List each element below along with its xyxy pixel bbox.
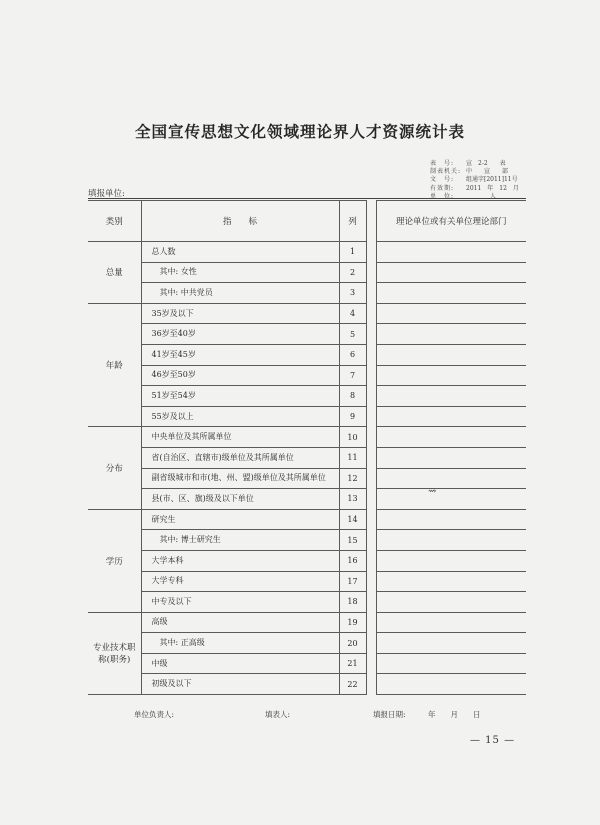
gap-cell (366, 386, 376, 407)
value-cell[interactable] (376, 303, 526, 324)
row-number-cell: 14 (339, 509, 366, 530)
value-cell[interactable] (376, 509, 526, 530)
table-row (88, 447, 526, 468)
gap-cell (366, 303, 376, 324)
top-rule (88, 198, 526, 199)
table-row (88, 386, 526, 407)
header-value: 理论单位或有关单位理论部门 (376, 201, 526, 242)
meta-row (430, 160, 519, 168)
indicator-cell: 副省级城市和市(地、州、盟)级单位及其所属单位 (141, 468, 339, 489)
gap-cell (366, 242, 376, 263)
row-number-cell: 12 (339, 468, 366, 489)
footer-principal: 单位负责人: (134, 710, 175, 719)
table-row (88, 653, 526, 674)
row-number-cell: 1 (339, 242, 366, 263)
indicator-cell: 36岁至40岁 (141, 324, 339, 345)
footer-date: 填报日期: 年 月 日 (373, 710, 481, 719)
gap-cell (366, 489, 376, 510)
value-cell[interactable] (376, 283, 526, 304)
row-number-cell: 13 (339, 489, 366, 510)
fill-unit-label: 填报单位: (88, 189, 125, 199)
table-row (88, 674, 526, 695)
row-number-cell: 21 (339, 653, 366, 674)
header-gap (366, 201, 376, 242)
indicator-cell: 大学专科 (141, 571, 339, 592)
gap-cell (366, 612, 376, 633)
value-cell[interactable] (376, 571, 526, 592)
meta-key: 表 号: (430, 160, 455, 167)
gap-cell (366, 447, 376, 468)
indicator-cell: 中央单位及其所属单位 (141, 427, 339, 448)
row-number-cell: 16 (339, 550, 366, 571)
gap-cell (366, 427, 376, 448)
category-cell: 专业技术职称(职务) (88, 612, 141, 694)
indicator-cell: 总人数 (141, 242, 339, 263)
value-cell[interactable] (376, 633, 526, 654)
indicator-cell: 大学本科 (141, 550, 339, 571)
gap-cell (366, 283, 376, 304)
table-row (88, 365, 526, 386)
row-number-cell: 19 (339, 612, 366, 633)
row-number-cell: 10 (339, 427, 366, 448)
row-number-cell: 2 (339, 262, 366, 283)
indicator-cell: 其中: 正高级 (141, 633, 339, 654)
gap-cell (366, 406, 376, 427)
indicator-cell: 高级 (141, 612, 339, 633)
gap-cell (366, 509, 376, 530)
row-number-cell: 11 (339, 447, 366, 468)
table-row (88, 283, 526, 304)
table-row (88, 633, 526, 654)
indicator-cell: 51岁至54岁 (141, 386, 339, 407)
page-number: — 15 — (470, 735, 516, 746)
indicator-cell: 中专及以下 (141, 592, 339, 613)
meta-value: 人 (466, 192, 497, 200)
value-cell[interactable] (376, 550, 526, 571)
row-number-cell: 4 (339, 303, 366, 324)
table-row (88, 406, 526, 427)
table-row (88, 344, 526, 365)
table-row (88, 489, 526, 510)
gap-cell (366, 550, 376, 571)
category-cell: 学历 (88, 509, 141, 612)
indicator-cell: 55岁及以上 (141, 406, 339, 427)
table-row (88, 468, 526, 489)
table-row (88, 530, 526, 551)
meta-value: 宣 2-2 表 (466, 160, 506, 167)
row-number-cell: 15 (339, 530, 366, 551)
value-cell[interactable] (376, 592, 526, 613)
gap-cell (366, 262, 376, 283)
indicator-cell: 中级 (141, 653, 339, 674)
meta-row (430, 185, 519, 193)
value-cell[interactable] (376, 406, 526, 427)
gap-cell (366, 633, 376, 654)
gap-cell (366, 344, 376, 365)
category-cell: 分布 (88, 427, 141, 509)
gap-cell (366, 674, 376, 695)
indicator-cell: 其中: 博士研究生 (141, 530, 339, 551)
value-cell[interactable] (376, 674, 526, 695)
statistics-table (88, 200, 526, 695)
header-category: 类别 (88, 201, 141, 242)
indicator-cell: 41岁至45岁 (141, 344, 339, 365)
gap-cell (366, 530, 376, 551)
row-number-cell: 9 (339, 406, 366, 427)
row-number-cell: 5 (339, 324, 366, 345)
table-row (88, 242, 526, 263)
value-cell[interactable] (376, 653, 526, 674)
page-title: 全国宣传思想文化领域理论界人才资源统计表 (134, 122, 465, 141)
value-cell[interactable] (376, 530, 526, 551)
row-number-cell: 7 (339, 365, 366, 386)
value-cell[interactable] (376, 365, 526, 386)
indicator-cell: 35岁及以下 (141, 303, 339, 324)
row-number-cell: 6 (339, 344, 366, 365)
row-number-cell: 22 (339, 674, 366, 695)
row-number-cell: 8 (339, 386, 366, 407)
meta-key: 文 号: (430, 176, 455, 184)
value-cell[interactable] (376, 344, 526, 365)
indicator-cell: 其中: 女性 (141, 262, 339, 283)
indicator-cell: 县(市、区、旗)级及以下单位 (141, 489, 339, 510)
row-number-cell: 17 (339, 571, 366, 592)
value-cell[interactable] (376, 427, 526, 448)
table-row (88, 571, 526, 592)
meta-value: 中 宣 部 (466, 168, 509, 176)
meta-value: 2011 年 12 月 (466, 184, 519, 192)
indicator-cell: 研究生 (141, 509, 339, 530)
value-cell[interactable] (376, 489, 526, 510)
category-cell: 年龄 (88, 303, 141, 427)
value-cell[interactable] (376, 612, 526, 633)
table-row (88, 550, 526, 571)
indicator-cell: 46岁至50岁 (141, 365, 339, 386)
value-cell[interactable] (376, 242, 526, 263)
row-number-cell: 18 (339, 592, 366, 613)
indicator-cell: 初级及以下 (141, 674, 339, 695)
row-number-cell: 20 (339, 633, 366, 654)
gap-cell (366, 592, 376, 613)
value-cell[interactable] (376, 468, 526, 489)
table-row (88, 324, 526, 345)
table-header-row (88, 201, 526, 242)
form-meta (430, 160, 519, 201)
table-row (88, 427, 526, 448)
meta-key: 单 位: (430, 192, 455, 200)
value-cell[interactable] (376, 447, 526, 468)
value-cell[interactable] (376, 386, 526, 407)
header-column: 列 (339, 201, 366, 242)
table-row (88, 262, 526, 283)
table-row (88, 612, 526, 633)
indicator-cell: 其中: 中共党员 (141, 283, 339, 304)
category-cell: 总量 (88, 242, 141, 304)
meta-value: 组通字[2011]11号 (466, 176, 518, 184)
header-indicator: 指 标 (141, 201, 339, 242)
footer-preparer: 填表人: (265, 710, 291, 719)
meta-key: 制表机关: (430, 168, 462, 176)
gap-cell (366, 365, 376, 386)
gap-cell (366, 324, 376, 345)
value-cell[interactable] (376, 324, 526, 345)
gap-cell (366, 468, 376, 489)
meta-row (430, 176, 519, 184)
value-cell[interactable] (376, 262, 526, 283)
table-row (88, 303, 526, 324)
gap-cell (366, 653, 376, 674)
table-row (88, 592, 526, 613)
meta-key: 有效期: (430, 184, 455, 192)
indicator-cell: 省(自治区、直辖市)级单位及其所属单位 (141, 447, 339, 468)
row-number-cell: 3 (339, 283, 366, 304)
pen-mark: ⇝ (428, 486, 437, 497)
gap-cell (366, 571, 376, 592)
table-row (88, 509, 526, 530)
